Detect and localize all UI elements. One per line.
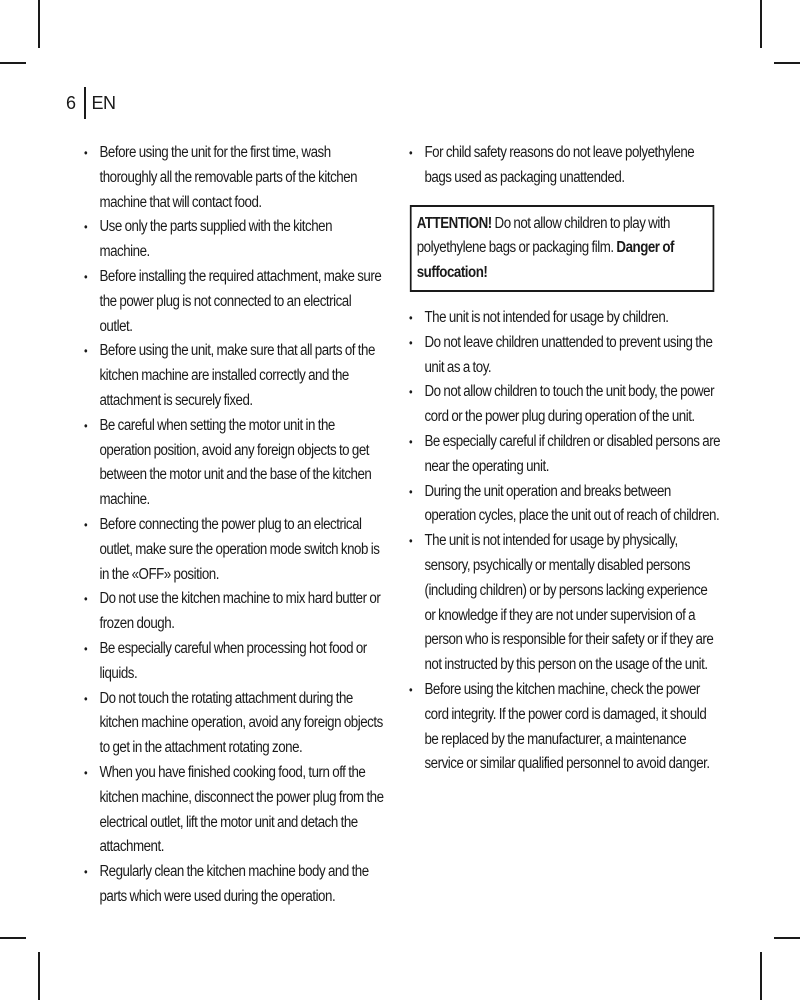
crop-mark-bottom-right [760,952,762,1000]
crop-mark-bottom-right-horizontal [774,937,800,939]
list-item: • Be careful when setting the motor unit in the operation position, avoid any foreign objects to get between the motor unit and the base of the kitchen machine. [84,414,385,513]
list-item: • Do not touch the rotating attachment during the kitchen machine operation, avoid any foreign objects to get in the attachment rotating zone. [84,687,385,761]
list-item: • Regularly clean the kitchen machine body and the parts which were used during the operation. [84,860,385,910]
list-item: • Do not leave children unattended to prevent using the unit as a toy. [409,331,720,381]
list-item: • Do not allow children to touch the unit body, the power cord or the power plug during operation of the unit. [409,380,720,430]
crop-mark-top-right-horizontal [774,62,800,64]
list-item: • Before connecting the power plug to an electrical outlet, make sure the operation mode switch knob is in the «OFF» position. [84,513,385,587]
list-item: • Before using the unit, make sure that all parts of the kitchen machine are installed correctly and the attachment is securely fixed. [84,339,385,413]
right-column [409,141,720,777]
crop-mark-bottom-left-horizontal [0,937,26,939]
crop-mark-top-left-horizontal [0,62,26,64]
list-item: • Before using the kitchen machine, check the power cord integrity. If the power cord is damaged, it should be replaced by the manufacturer, a maintenance service or similar qualified personnel to avoid danger. [409,678,720,777]
right-top-bullet-list [409,141,720,191]
page-number: 6 [66,92,76,113]
attention-text: Do not allow children to play with polyethylene bags or packaging film. [416,214,671,257]
page-header [66,86,116,120]
left-column [84,141,385,910]
list-item: • Be especially careful if children or disabled persons are near the operating unit. [409,430,720,480]
list-item: • Before using the unit for the first time, wash thoroughly all the removable parts of the kitchen machine that will contact food. [84,141,385,215]
attention-box [410,205,714,292]
attention-warning: Danger of suffocation! [416,239,674,282]
list-item: • Before installing the required attachment, make sure the power plug is not connected to an electrical outlet. [84,265,385,339]
crop-mark-bottom-left [38,952,40,1000]
crop-mark-top-left [38,0,40,48]
list-item: • Use only the parts supplied with the kitchen machine. [84,215,385,265]
language-code: EN [91,92,116,113]
list-item: • The unit is not intended for usage by children. [409,306,720,331]
left-bullet-list [84,141,385,910]
list-item: • The unit is not intended for usage by physically, sensory, psychically or mentally disabled persons (including children) or by persons lacking experience or knowledge if they are not under supervision of a person who is responsible for their safety or if they are not instructed by this person on the usage of the unit. [409,529,720,678]
list-item: • Be especially careful when processing hot food or liquids. [84,637,385,687]
list-item: • Do not use the kitchen machine to mix hard butter or frozen dough. [84,587,385,637]
right-bullet-list [409,306,720,777]
attention-label: ATTENTION! [416,214,492,232]
list-item: • During the unit operation and breaks between operation cycles, place the unit out of reach of children. [409,480,720,530]
list-item: • For child safety reasons do not leave polyethylene bags used as packaging unattended. [409,141,720,191]
crop-mark-top-right [760,0,762,48]
list-item: • When you have finished cooking food, turn off the kitchen machine, disconnect the power plug from the electrical outlet, lift the motor unit and detach the attachment. [84,761,385,860]
